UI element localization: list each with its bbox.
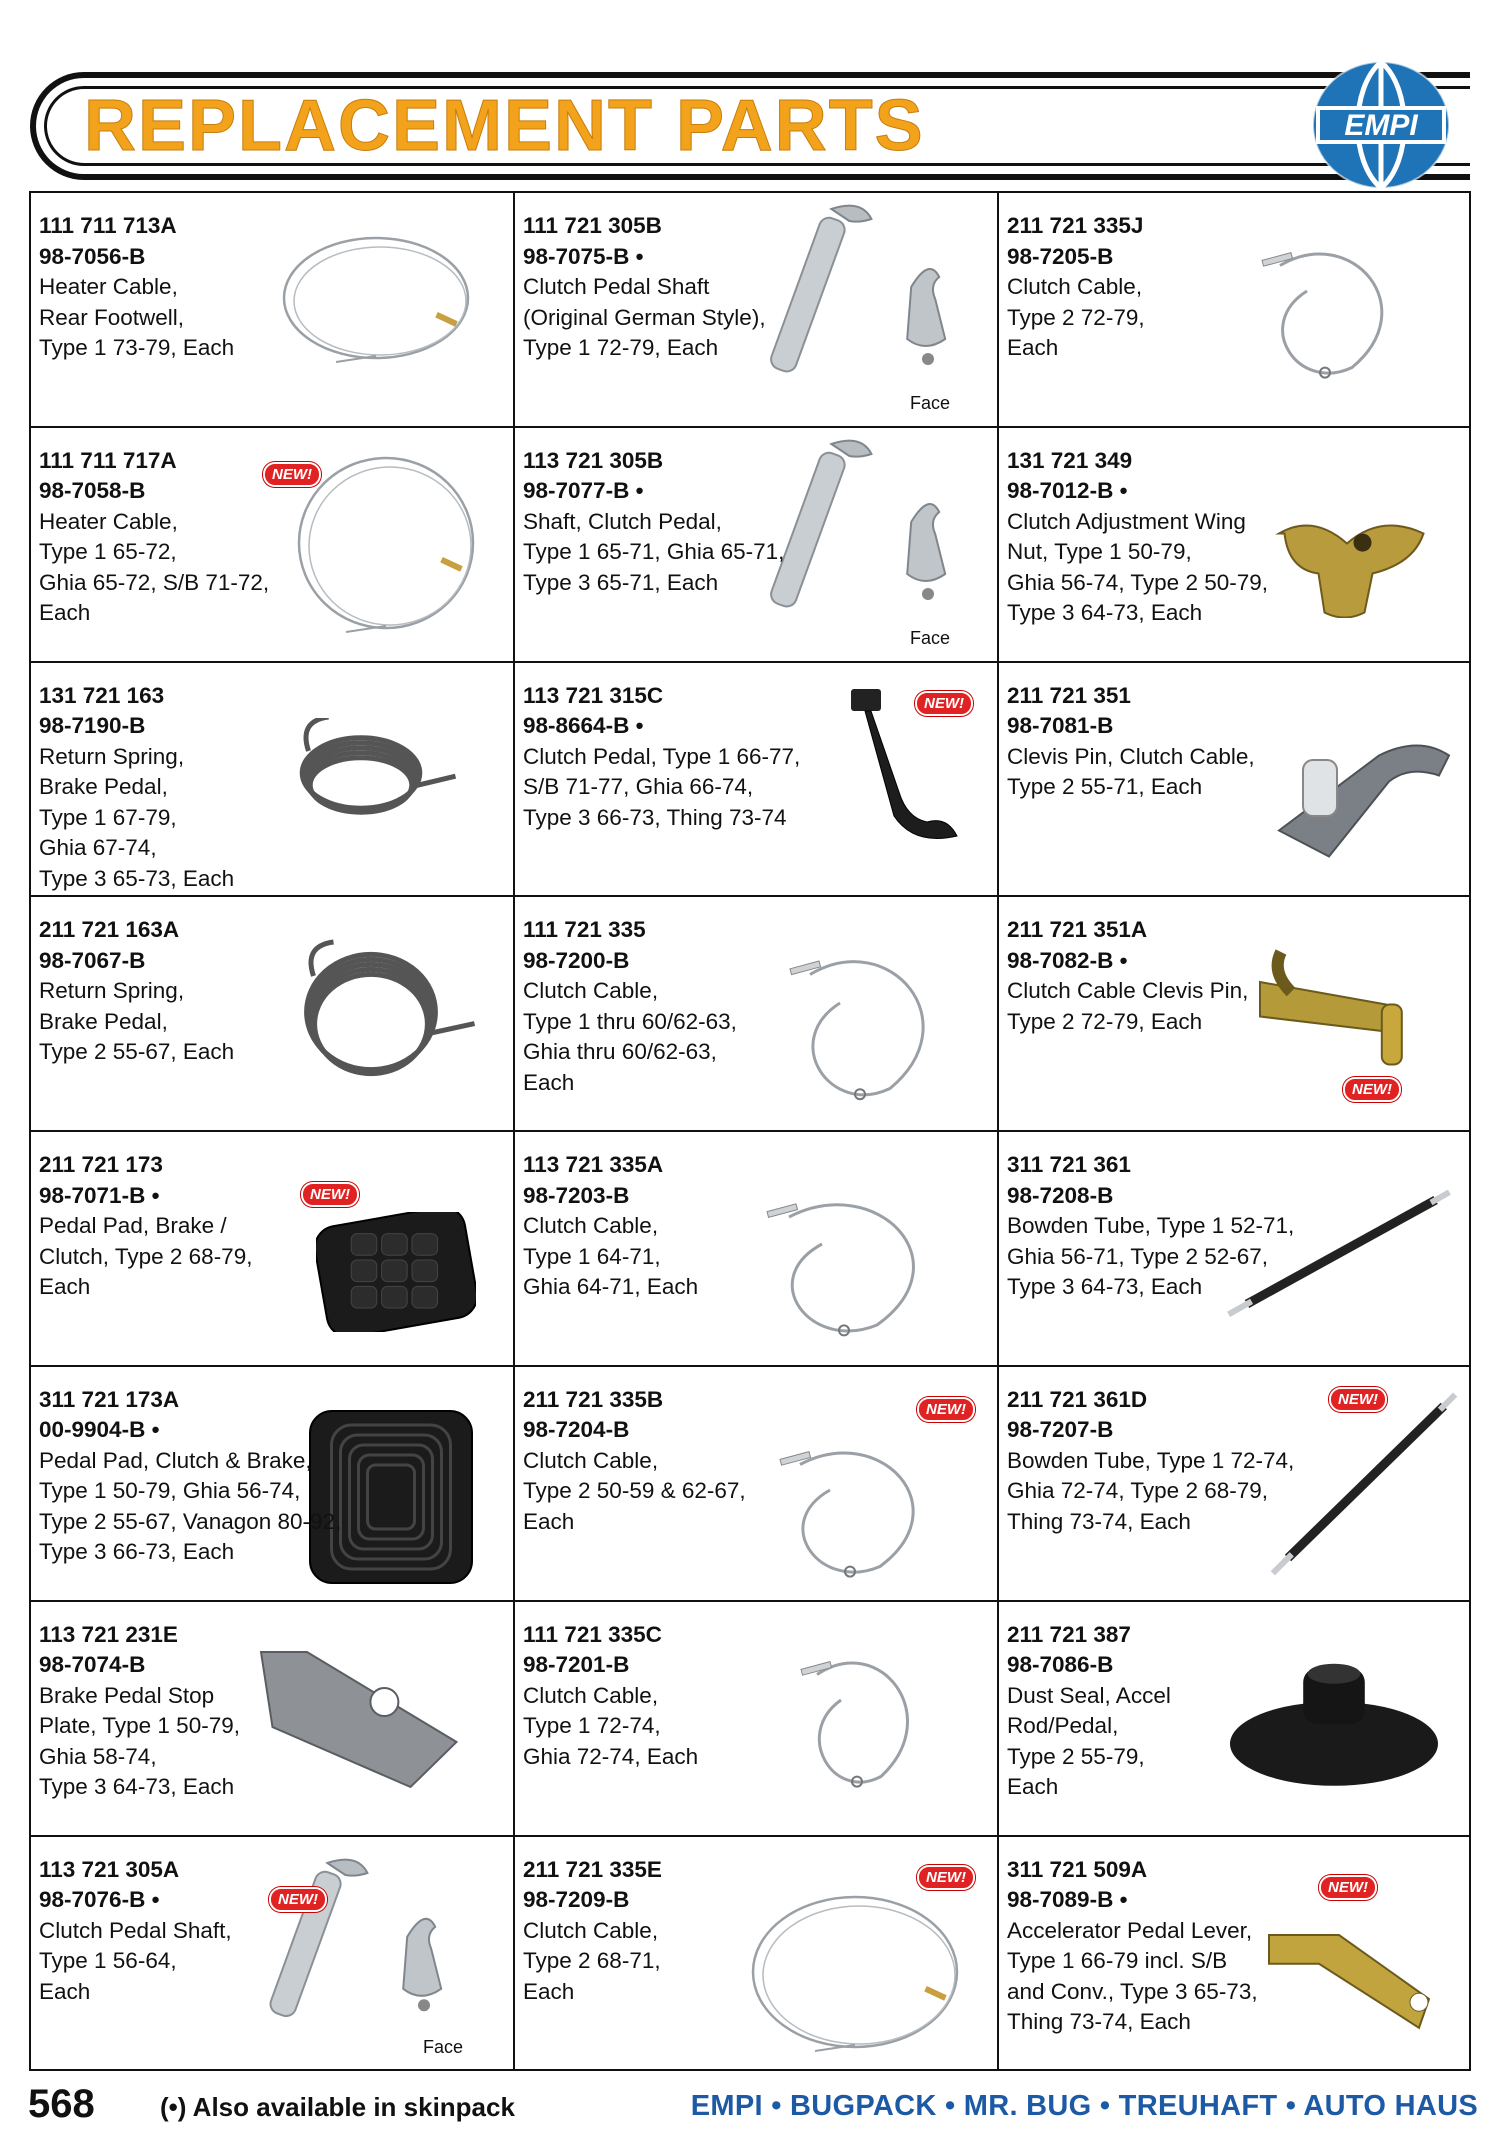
part-text [523, 1620, 698, 1773]
sku-number: 98-7207-B [1007, 1417, 1114, 1443]
sku-number: 98-7190-B [39, 713, 146, 739]
face-label: Face [423, 2036, 464, 2057]
part-cell [31, 897, 515, 1132]
part-description: Shaft, Clutch Pedal, [523, 508, 722, 534]
part-description: Heater Cable, [39, 274, 178, 299]
part-description: Bowden Tube, Type 1 52-71, [1007, 1213, 1295, 1239]
sku-number: 98-7200-B [523, 947, 630, 973]
part-description: Pedal Pad, Brake / [39, 1213, 227, 1239]
clutch-cable-image [785, 1632, 945, 1807]
part-cell [31, 1367, 515, 1602]
oem-number: 113 721 315C [523, 682, 664, 708]
new-badge: NEW! [1329, 1387, 1387, 1412]
dust-seal-image [1224, 1657, 1444, 1802]
part-description: and Conv., Type 3 65-73, [1007, 1978, 1258, 2004]
part-description: Brake Pedal, [39, 774, 168, 800]
clutch-pedal-shaft-image [760, 203, 970, 408]
part-text [1007, 1150, 1294, 1303]
part-description: Type 2 55-71, Each [1007, 774, 1203, 800]
part-description: Type 3 66-73, Each [39, 1539, 235, 1565]
part-cell [31, 1602, 515, 1837]
sku-number: 98-7205-B [1007, 243, 1114, 269]
part-description: Dust Seal, Accel [1007, 1682, 1171, 1708]
new-badge: NEW! [917, 1865, 975, 1890]
oem-number: 113 721 305B [523, 447, 664, 473]
parts-grid [29, 191, 1471, 2071]
part-description: Brake Pedal Stop [39, 1682, 215, 1708]
oem-number: 211 721 163A [39, 917, 180, 943]
logo-text: EMPI [1344, 109, 1418, 142]
wing-nut-image [1269, 488, 1439, 623]
new-badge: NEW! [1319, 1875, 1377, 1900]
part-text [39, 1620, 240, 1803]
sku-number: 98-7086-B [1007, 1652, 1114, 1678]
sku-number: 00-9904-B • [39, 1417, 160, 1443]
part-cell [31, 428, 515, 663]
new-badge: NEW! [1343, 1077, 1401, 1102]
part-description: Each [1007, 1774, 1059, 1800]
part-text [523, 446, 784, 599]
part-description: Type 1 56-64, [39, 1948, 177, 1974]
part-text [523, 915, 737, 1098]
part-description: Bowden Tube, Type 1 72-74, [1007, 1447, 1295, 1473]
part-description: Ghia 72-74, Each [523, 1743, 699, 1769]
oem-number: 311 721 509A [1007, 1856, 1148, 1882]
oem-number: 111 711 713A [39, 213, 177, 238]
part-description: Clutch Cable, [523, 978, 659, 1004]
part-description: Ghia 56-71, Type 2 52-67, [1007, 1243, 1269, 1269]
new-badge: NEW! [915, 691, 973, 716]
part-text [1007, 1620, 1171, 1803]
sku-number: 98-7209-B [523, 1887, 630, 1913]
sku-number: 98-7076-B • [39, 1887, 160, 1913]
part-cell [999, 663, 1469, 898]
new-badge: NEW! [263, 462, 321, 487]
part-description: Type 2 72-79, [1007, 304, 1145, 330]
part-description: Type 1 72-74, [523, 1713, 661, 1739]
oem-number: 131 721 349 [1007, 447, 1133, 473]
part-description: Type 1 64-71, [523, 1243, 661, 1269]
part-description: Type 1 50-79, Ghia 56-74, [39, 1478, 301, 1504]
return-spring-image [256, 718, 466, 833]
part-text [523, 1150, 698, 1303]
part-description: Ghia 58-74, [39, 1743, 157, 1769]
oem-number: 311 721 173A [39, 1386, 180, 1412]
part-description: Each [39, 1274, 91, 1300]
sku-number: 98-7201-B [523, 1652, 630, 1678]
part-text [39, 446, 269, 629]
oem-number: 131 721 163 [39, 682, 165, 708]
part-text [523, 211, 766, 364]
part-description: Ghia 67-74, [39, 835, 157, 861]
part-description: Type 2 50-59 & 62-67, [523, 1478, 746, 1504]
oem-number: 111 721 335C [523, 1621, 662, 1647]
part-description: Each [523, 1978, 575, 2004]
oem-number: 113 721 335A [523, 1152, 664, 1178]
clutch-cable-image [745, 1887, 965, 2062]
part-text [1007, 211, 1145, 364]
face-label: Face [910, 393, 951, 413]
sku-number: 98-7071-B • [39, 1182, 160, 1208]
part-text [1007, 915, 1248, 1037]
sku-number: 98-7208-B [1007, 1182, 1114, 1208]
page-number: 568 [28, 2082, 95, 2126]
part-text [1007, 1855, 1258, 2038]
part-description: Type 3 66-73, Thing 73-74 [523, 804, 787, 830]
part-cell [515, 1837, 999, 2072]
part-description: Plate, Type 1 50-79, [39, 1713, 240, 1739]
part-description: Clutch Cable, [523, 1682, 659, 1708]
part-cell [515, 193, 999, 428]
sku-number: 98-7082-B • [1007, 947, 1128, 973]
part-description: Thing 73-74, Each [1007, 1508, 1191, 1534]
part-description: Type 1 65-71, Ghia 65-71, [523, 539, 785, 565]
part-cell [31, 1837, 515, 2072]
oem-number: 211 721 351 [1007, 682, 1131, 708]
part-description: Accelerator Pedal Lever, [1007, 1917, 1253, 1943]
part-cell [515, 1367, 999, 1602]
part-description: Return Spring, [39, 978, 185, 1004]
clutch-pedal-shaft-image [256, 1857, 466, 2052]
part-description: Clevis Pin, Clutch Cable, [1007, 743, 1255, 769]
part-description: Clutch Pedal Shaft, [39, 1917, 232, 1943]
page-footer [0, 2078, 1500, 2138]
part-cell [999, 1602, 1469, 1837]
part-description: Type 3 64-73, Each [39, 1774, 235, 1800]
sku-number: 98-7089-B • [1007, 1887, 1128, 1913]
new-badge: NEW! [269, 1887, 327, 1912]
part-description: Type 2 55-79, [1007, 1743, 1145, 1769]
clevis-pin-image [1259, 718, 1459, 873]
oem-number: 113 721 231E [39, 1621, 178, 1647]
part-description: Each [39, 1978, 91, 2004]
part-description: Type 1 65-72, [39, 539, 177, 565]
part-text [1007, 681, 1255, 803]
oem-number: 111 721 305B [523, 213, 662, 238]
clutch-cable-image [1244, 223, 1424, 398]
part-description: Rear Footwell, [39, 304, 185, 330]
part-cell [999, 1837, 1469, 2072]
part-description: Clutch Cable, [1007, 274, 1143, 299]
oem-number: 211 721 173 [39, 1152, 163, 1178]
oem-number: 113 721 305A [39, 1856, 180, 1882]
part-description: Clutch Pedal, Type 1 66-77, [523, 743, 801, 769]
sku-number: 98-7012-B • [1007, 478, 1128, 504]
part-cell [999, 193, 1469, 428]
skinpack-footnote: (•) Also available in skinpack [160, 2092, 515, 2122]
part-description: Type 1 73-79, Each [39, 335, 235, 360]
sku-number: 98-7056-B [39, 243, 146, 269]
part-cell [999, 1132, 1469, 1367]
part-text [39, 1150, 252, 1303]
part-description: Type 3 65-73, Each [39, 865, 235, 891]
part-description: Ghia 64-71, Each [523, 1274, 699, 1300]
part-description: Each [39, 600, 91, 626]
part-cell [515, 428, 999, 663]
part-description: Each [523, 1508, 575, 1534]
brand-list: EMPI • BUGPACK • MR. BUG • TREUHAFT • AUTO HAUS [690, 2090, 1478, 2122]
part-text [39, 211, 234, 364]
new-badge: NEW! [917, 1397, 975, 1422]
part-description: Clutch, Type 2 68-79, [39, 1243, 253, 1269]
oem-number: 211 721 335B [523, 1386, 664, 1412]
part-description: Type 1 67-79, [39, 804, 177, 830]
sku-number: 98-7058-B [39, 478, 146, 504]
stop-plate-image [251, 1642, 481, 1797]
oem-number: 211 721 335J [1007, 213, 1144, 238]
part-cell [999, 428, 1469, 663]
part-description: Type 2 72-79, Each [1007, 1008, 1203, 1034]
part-description: Clutch Cable, [523, 1447, 659, 1473]
part-cell [515, 897, 999, 1132]
face-label: Face [910, 627, 951, 648]
sku-number: 98-7067-B [39, 947, 146, 973]
part-description: Pedal Pad, Clutch & Brake, [39, 1447, 312, 1473]
part-description: Clutch Cable Clevis Pin, [1007, 978, 1249, 1004]
part-description: Type 1 66-79 incl. S/B [1007, 1948, 1228, 1974]
part-cell [999, 1367, 1469, 1602]
part-cell [31, 1132, 515, 1367]
page-header [30, 72, 1470, 180]
part-description: Ghia 72-74, Type 2 68-79, [1007, 1478, 1269, 1504]
pedal-pad-image [316, 1212, 476, 1337]
part-description: Type 2 68-71, [523, 1948, 661, 1974]
part-text [39, 1855, 232, 2008]
accelerator-lever-image [1259, 1887, 1459, 2052]
part-text [39, 915, 234, 1068]
part-description: S/B 71-77, Ghia 66-74, [523, 774, 754, 800]
part-description: Type 3 65-71, Each [523, 569, 719, 595]
part-cell [31, 193, 515, 428]
part-cell [515, 1132, 999, 1367]
bowden-tube-image [1269, 1387, 1459, 1582]
oem-number: 211 721 361D [1007, 1386, 1148, 1412]
part-description: Brake Pedal, [39, 1008, 168, 1034]
part-description: Type 3 64-73, Each [1007, 1274, 1203, 1300]
part-text [523, 681, 800, 834]
part-description: Each [523, 1069, 575, 1095]
clutch-cable-image [770, 927, 970, 1122]
part-description: Heater Cable, [39, 508, 178, 534]
part-description: Ghia 56-74, Type 2 50-79, [1007, 569, 1269, 595]
part-description: Thing 73-74, Each [1007, 2009, 1191, 2035]
sku-number: 98-7074-B [39, 1652, 146, 1678]
oem-number: 211 721 387 [1007, 1621, 1131, 1647]
empi-logo [1310, 58, 1452, 192]
oem-number: 111 721 335 [523, 917, 646, 943]
part-text [1007, 446, 1268, 629]
sku-number: 98-7081-B [1007, 713, 1114, 739]
clevis-pin-bracket-image [1239, 937, 1449, 1092]
part-description: Ghia thru 60/62-63, [523, 1039, 717, 1065]
part-description: Nut, Type 1 50-79, [1007, 539, 1192, 565]
part-cell [999, 897, 1469, 1132]
part-description: Type 2 55-67, Vanagon 80-92, [39, 1508, 342, 1534]
new-badge: NEW! [301, 1182, 359, 1207]
part-description: Rod/Pedal, [1007, 1713, 1119, 1739]
part-text [1007, 1385, 1294, 1538]
part-description: Ghia 65-72, S/B 71-72, [39, 569, 270, 595]
page-title: REPLACEMENT PARTS [84, 86, 925, 166]
part-cell [515, 663, 999, 898]
part-description: Type 3 64-73, Each [1007, 600, 1203, 626]
clutch-cable-image [745, 1172, 965, 1357]
sku-number: 98-7204-B [523, 1417, 630, 1443]
part-description: Clutch Cable, [523, 1213, 659, 1239]
return-spring-image [256, 922, 486, 1107]
clutch-pedal-shaft-image [760, 438, 970, 643]
part-description: Clutch Adjustment Wing [1007, 508, 1246, 534]
clutch-cable-image [760, 1422, 960, 1597]
part-text [523, 1855, 662, 2008]
part-cell [515, 1602, 999, 1837]
oem-number: 211 721 335E [523, 1856, 662, 1882]
sku-number: 98-7075-B • [523, 243, 644, 269]
part-text [39, 681, 234, 895]
part-text [39, 1385, 341, 1568]
part-cell [31, 663, 515, 898]
part-description: Type 1 72-79, Each [523, 335, 719, 360]
part-description: Return Spring, [39, 743, 185, 769]
part-description: Clutch Pedal Shaft [523, 274, 710, 299]
part-text [523, 1385, 746, 1538]
part-description: Type 1 thru 60/62-63, [523, 1008, 737, 1034]
sku-number: 98-7077-B • [523, 478, 644, 504]
oem-number: 111 711 717A [39, 447, 177, 473]
oem-number: 311 721 361 [1007, 1152, 1131, 1178]
part-description: (Original German Style), [523, 304, 766, 330]
sku-number: 98-8664-B • [523, 713, 644, 739]
heater-cable-image [276, 228, 476, 373]
part-description: Type 2 55-67, Each [39, 1039, 235, 1065]
part-description: Each [1007, 335, 1059, 360]
part-description: Clutch Cable, [523, 1917, 659, 1943]
sku-number: 98-7203-B [523, 1182, 630, 1208]
oem-number: 211 721 351A [1007, 917, 1148, 943]
